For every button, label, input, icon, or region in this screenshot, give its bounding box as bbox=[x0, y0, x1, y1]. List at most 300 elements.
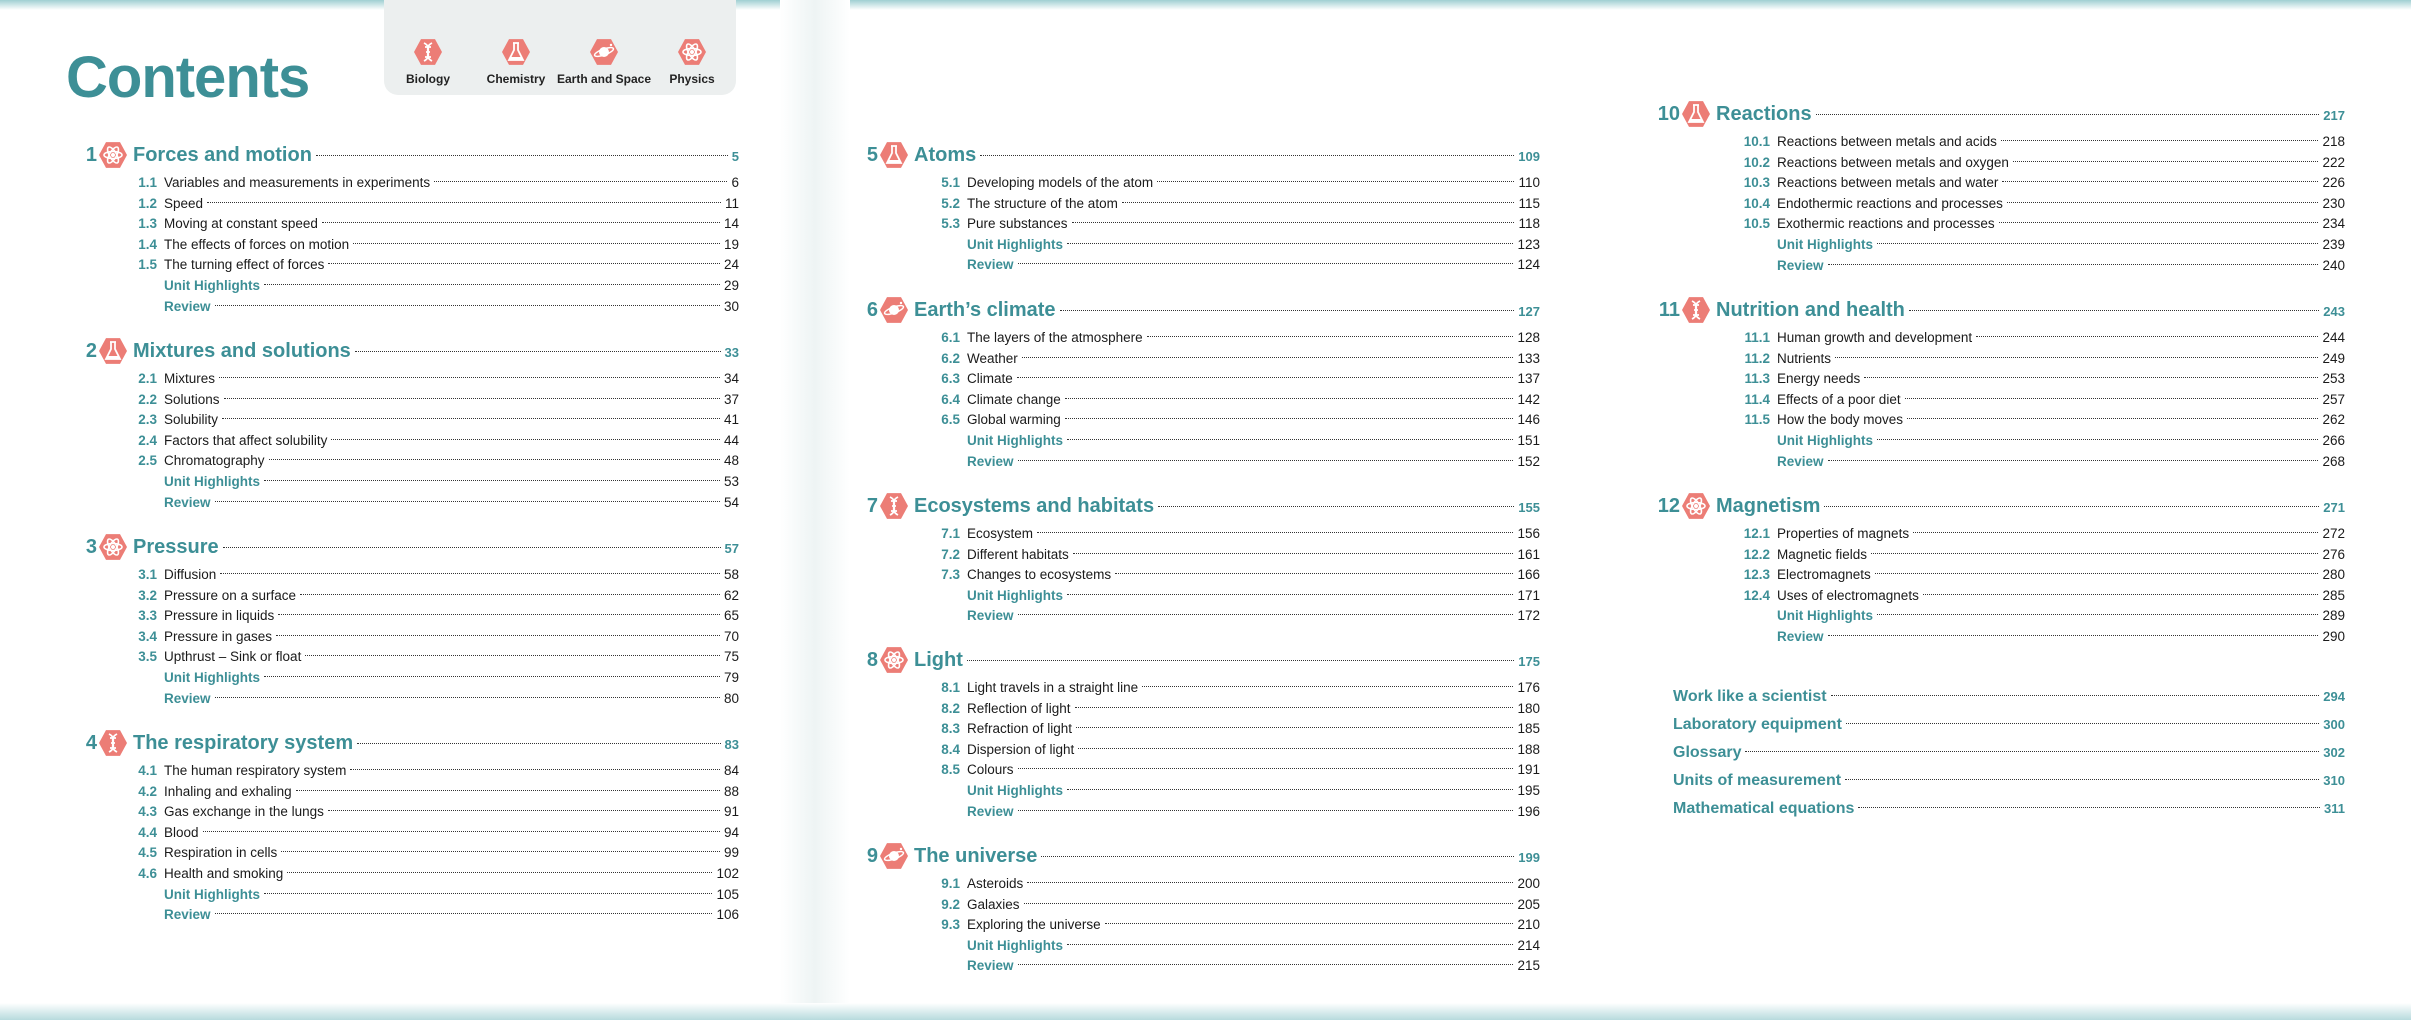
lesson-entry[interactable] bbox=[1743, 152, 2345, 173]
lesson-title: Reflection of light bbox=[967, 700, 1071, 716]
review-entry[interactable] bbox=[967, 955, 1540, 976]
lesson-entry[interactable] bbox=[941, 698, 1540, 719]
lesson-title: The effects of forces on motion bbox=[164, 236, 350, 252]
lesson-number: 2.3 bbox=[138, 412, 157, 428]
lesson-page-number: 88 bbox=[723, 783, 739, 799]
dot-leader bbox=[1073, 553, 1514, 554]
lesson-title: Human growth and development bbox=[1777, 330, 1973, 345]
lesson-page-number: 54 bbox=[723, 494, 739, 510]
lesson-number: 10.3 bbox=[1743, 175, 1770, 191]
dot-leader bbox=[1067, 243, 1513, 244]
lesson-number: 1.2 bbox=[138, 195, 157, 211]
backmatter-entry[interactable] bbox=[1673, 796, 2345, 822]
backmatter-title: Work like a scientist bbox=[1673, 688, 1827, 705]
lesson-entry[interactable] bbox=[1743, 544, 2345, 565]
review-entry[interactable] bbox=[1777, 626, 2345, 647]
lesson-entry[interactable] bbox=[941, 409, 1540, 430]
lesson-number: 9.3 bbox=[941, 917, 960, 933]
lesson-title: Unit Highlights bbox=[967, 587, 1063, 603]
lesson-title: Solubility bbox=[164, 412, 219, 428]
unit-number: 2 bbox=[85, 340, 97, 362]
lesson-page-number: 180 bbox=[1517, 700, 1540, 716]
page-title: Contents bbox=[66, 45, 310, 110]
dot-leader bbox=[222, 418, 720, 419]
lesson-entry[interactable] bbox=[138, 822, 739, 843]
lesson-entry[interactable] bbox=[138, 409, 739, 430]
lesson-page-number: 239 bbox=[2322, 237, 2345, 252]
lesson-number: 3.2 bbox=[138, 587, 157, 603]
review-entry[interactable] bbox=[164, 904, 739, 925]
dot-leader bbox=[1067, 594, 1513, 595]
lesson-entry[interactable] bbox=[138, 605, 739, 626]
lesson-number: 12.1 bbox=[1743, 526, 1770, 541]
lesson-entry[interactable] bbox=[941, 759, 1540, 780]
lesson-entry[interactable] bbox=[941, 193, 1540, 214]
dot-leader bbox=[287, 872, 712, 873]
atom-icon bbox=[880, 646, 908, 674]
lesson-entry[interactable] bbox=[138, 254, 739, 275]
dot-leader bbox=[1871, 553, 2318, 554]
lesson-entry[interactable] bbox=[138, 389, 739, 410]
lesson-page-number: 244 bbox=[2322, 330, 2345, 345]
unit-page-number: 109 bbox=[1518, 149, 1540, 164]
lesson-number: 6.4 bbox=[941, 391, 960, 407]
lesson-title: Pure substances bbox=[967, 216, 1068, 232]
lesson-page-number: 102 bbox=[716, 866, 739, 881]
lesson-page-number: 272 bbox=[2322, 526, 2345, 541]
unit-highlights-entry[interactable] bbox=[967, 430, 1540, 451]
lesson-title: Mixtures bbox=[164, 371, 216, 386]
lesson-entry[interactable] bbox=[1743, 131, 2345, 152]
dot-leader bbox=[1858, 807, 2320, 808]
lesson-number: 11.2 bbox=[1744, 350, 1770, 366]
dot-leader bbox=[203, 831, 720, 832]
backmatter-entry[interactable] bbox=[1673, 740, 2345, 766]
lesson-number: 2.1 bbox=[138, 371, 157, 386]
backmatter-title: Mathematical equations bbox=[1673, 800, 1855, 817]
lesson-page-number: 257 bbox=[2322, 391, 2345, 407]
unit-number: 8 bbox=[866, 649, 878, 671]
dot-leader bbox=[2002, 181, 2318, 182]
lesson-page-number: 218 bbox=[2322, 134, 2345, 149]
lesson-page-number: 176 bbox=[1517, 680, 1540, 695]
unit-title: Pressure bbox=[133, 536, 219, 558]
lesson-title: Factors that affect solubility bbox=[164, 432, 328, 448]
lesson-entry[interactable] bbox=[941, 172, 1540, 193]
dot-leader bbox=[1142, 686, 1513, 687]
lesson-entry[interactable] bbox=[941, 348, 1540, 369]
lesson-entry[interactable] bbox=[1743, 585, 2345, 606]
lesson-page-number: 205 bbox=[1517, 896, 1540, 912]
lesson-title: Different habitats bbox=[967, 546, 1069, 562]
lesson-entry[interactable] bbox=[941, 677, 1540, 698]
dna-icon bbox=[1682, 296, 1710, 324]
unit-page-number: 217 bbox=[2323, 108, 2345, 123]
dot-leader bbox=[355, 351, 721, 352]
unit-number: 10 bbox=[1657, 103, 1680, 125]
lesson-number: 11.5 bbox=[1744, 412, 1770, 428]
lesson-title: Unit Highlights bbox=[967, 236, 1063, 252]
lesson-title: Review bbox=[164, 298, 211, 314]
backmatter-entry[interactable] bbox=[1673, 712, 2345, 738]
lesson-number: 4.1 bbox=[138, 763, 157, 778]
dot-leader bbox=[1067, 789, 1513, 790]
dot-leader bbox=[264, 893, 712, 894]
backmatter-entry[interactable] bbox=[1673, 768, 2345, 794]
backmatter-title: Units of measurement bbox=[1673, 772, 1842, 789]
dot-leader bbox=[967, 660, 1514, 661]
lesson-title: Electromagnets bbox=[1777, 567, 1871, 583]
lesson-title: Asteroids bbox=[967, 876, 1024, 891]
dot-leader bbox=[1157, 181, 1514, 182]
bottom-band bbox=[0, 1003, 2411, 1020]
lesson-page-number: 105 bbox=[716, 886, 739, 902]
lesson-title: Unit Highlights bbox=[1777, 608, 1873, 624]
lesson-page-number: 253 bbox=[2322, 371, 2345, 387]
lesson-entry[interactable] bbox=[138, 450, 739, 471]
lesson-title: Unit Highlights bbox=[164, 886, 260, 902]
lesson-page-number: 11 bbox=[724, 195, 739, 211]
lesson-title: How the body moves bbox=[1777, 412, 1904, 428]
flask-icon bbox=[99, 337, 127, 365]
unit-highlights-entry[interactable] bbox=[967, 935, 1540, 956]
lesson-page-number: 285 bbox=[2322, 587, 2345, 603]
dot-leader bbox=[1828, 460, 2319, 461]
lesson-entry[interactable] bbox=[138, 760, 739, 781]
lesson-page-number: 172 bbox=[1517, 608, 1540, 624]
lesson-entry[interactable] bbox=[941, 914, 1540, 935]
dot-leader bbox=[1845, 779, 2319, 780]
dot-leader bbox=[1105, 923, 1514, 924]
lesson-entry[interactable] bbox=[138, 430, 739, 451]
dot-leader bbox=[1831, 695, 2320, 696]
lesson-number: 4.2 bbox=[138, 783, 157, 799]
lesson-number: 6.5 bbox=[941, 412, 960, 428]
lesson-title: Review bbox=[164, 907, 211, 923]
lesson-page-number: 185 bbox=[1517, 721, 1540, 737]
backmatter-entry[interactable] bbox=[1673, 684, 2345, 710]
lesson-entry[interactable] bbox=[138, 213, 739, 234]
lesson-title: Chromatography bbox=[164, 453, 265, 469]
lesson-entry[interactable] bbox=[1743, 213, 2345, 234]
unit-number: 12 bbox=[1657, 495, 1680, 517]
lesson-page-number: 41 bbox=[723, 412, 739, 428]
legend-label: Biology bbox=[406, 72, 450, 86]
flask-icon bbox=[1682, 100, 1710, 128]
lesson-page-number: 156 bbox=[1517, 526, 1540, 541]
lesson-entry[interactable] bbox=[941, 368, 1540, 389]
lesson-entry[interactable] bbox=[138, 368, 739, 389]
lesson-page-number: 123 bbox=[1517, 236, 1540, 252]
lesson-title: Weather bbox=[967, 350, 1018, 366]
lesson-entry[interactable] bbox=[138, 564, 739, 585]
dot-leader bbox=[350, 769, 720, 770]
dot-leader bbox=[269, 459, 720, 460]
lesson-entry[interactable] bbox=[138, 801, 739, 822]
dot-leader bbox=[224, 398, 720, 399]
lesson-page-number: 137 bbox=[1517, 371, 1540, 387]
lesson-title: Exploring the universe bbox=[967, 917, 1101, 933]
lesson-title: Unit Highlights bbox=[967, 937, 1063, 953]
backmatter-page-number: 300 bbox=[2323, 717, 2345, 732]
backmatter-page-number: 294 bbox=[2323, 689, 2345, 704]
lesson-page-number: 53 bbox=[723, 474, 739, 489]
dot-leader bbox=[219, 377, 720, 378]
lesson-page-number: 75 bbox=[723, 649, 739, 665]
lesson-title: Reactions between metals and water bbox=[1777, 175, 1999, 191]
lesson-number: 10.4 bbox=[1743, 195, 1770, 211]
unit-highlights-entry[interactable] bbox=[967, 585, 1540, 606]
dot-leader bbox=[1864, 377, 2318, 378]
legend-physics bbox=[649, 38, 735, 86]
dot-leader bbox=[2013, 161, 2319, 162]
backmatter-page-number: 311 bbox=[2324, 801, 2345, 816]
dot-leader bbox=[1067, 944, 1513, 945]
lesson-number: 4.6 bbox=[138, 866, 157, 881]
legend-biology bbox=[385, 38, 471, 86]
lesson-entry[interactable] bbox=[941, 873, 1540, 894]
lesson-entry[interactable] bbox=[941, 564, 1540, 585]
lesson-page-number: 30 bbox=[723, 298, 739, 314]
lesson-number: 7.3 bbox=[941, 567, 960, 583]
lesson-title: The turning effect of forces bbox=[164, 257, 325, 273]
lesson-entry[interactable] bbox=[1744, 327, 2345, 348]
lesson-page-number: 118 bbox=[1518, 216, 1540, 232]
lesson-number: 7.1 bbox=[941, 526, 960, 541]
unit-highlights-entry[interactable] bbox=[164, 471, 739, 492]
dot-leader bbox=[215, 913, 713, 914]
lesson-entry[interactable] bbox=[941, 739, 1540, 760]
unit-number: 6 bbox=[866, 299, 878, 321]
lesson-page-number: 276 bbox=[2322, 546, 2345, 562]
dot-leader bbox=[1078, 748, 1513, 749]
dot-leader bbox=[1976, 336, 2318, 337]
dot-leader bbox=[207, 202, 721, 203]
unit-title: Earth’s climate bbox=[914, 299, 1056, 321]
review-entry[interactable] bbox=[967, 254, 1540, 275]
lesson-title: Speed bbox=[164, 195, 204, 211]
lesson-page-number: 99 bbox=[723, 845, 739, 861]
unit-title: Nutrition and health bbox=[1716, 299, 1905, 321]
unit-number: 3 bbox=[85, 536, 97, 558]
dot-leader bbox=[1018, 810, 1514, 811]
dot-leader bbox=[1877, 243, 2318, 244]
lesson-title: Pressure in gases bbox=[164, 628, 273, 644]
legend-chemistry bbox=[473, 38, 559, 86]
lesson-page-number: 110 bbox=[1518, 175, 1540, 190]
dot-leader bbox=[1018, 460, 1514, 461]
dot-leader bbox=[1877, 439, 2318, 440]
lesson-number: 10.1 bbox=[1743, 134, 1770, 149]
lesson-entry[interactable] bbox=[941, 213, 1540, 234]
dot-leader bbox=[1041, 856, 1514, 857]
backmatter-title: Glossary bbox=[1673, 744, 1742, 761]
lesson-entry[interactable] bbox=[941, 544, 1540, 565]
lesson-page-number: 222 bbox=[2322, 154, 2345, 170]
lesson-title: The structure of the atom bbox=[967, 195, 1118, 211]
unit-highlights-entry[interactable] bbox=[1777, 430, 2345, 451]
planet-icon bbox=[590, 38, 618, 66]
dot-leader bbox=[980, 155, 1514, 156]
lesson-entry[interactable] bbox=[1743, 564, 2345, 585]
unit-title: Atoms bbox=[914, 144, 977, 166]
lesson-entry[interactable] bbox=[1743, 523, 2345, 544]
lesson-page-number: 124 bbox=[1517, 257, 1540, 273]
lesson-entry[interactable] bbox=[138, 234, 739, 255]
dot-leader bbox=[264, 480, 720, 481]
dot-leader bbox=[328, 263, 720, 264]
lesson-title: Unit Highlights bbox=[164, 474, 260, 489]
lesson-title: Effects of a poor diet bbox=[1777, 391, 1901, 407]
unit-highlights-entry[interactable] bbox=[164, 884, 739, 905]
lesson-page-number: 48 bbox=[723, 453, 739, 469]
unit-page-number: 199 bbox=[1518, 850, 1540, 865]
lesson-page-number: 128 bbox=[1517, 330, 1540, 345]
unit-title: Reactions bbox=[1716, 103, 1812, 125]
lesson-entry[interactable] bbox=[941, 718, 1540, 739]
lesson-title: Light travels in a straight line bbox=[967, 680, 1139, 695]
lesson-entry[interactable] bbox=[941, 389, 1540, 410]
legend-label: Physics bbox=[669, 72, 715, 86]
lesson-page-number: 37 bbox=[723, 391, 739, 407]
dot-leader bbox=[1065, 398, 1514, 399]
dot-leader bbox=[1122, 202, 1515, 203]
lesson-number: 1.3 bbox=[138, 216, 157, 232]
lesson-page-number: 166 bbox=[1517, 567, 1540, 583]
lesson-title: Diffusion bbox=[164, 567, 217, 582]
review-entry[interactable] bbox=[1777, 255, 2345, 276]
dot-leader bbox=[1909, 310, 2319, 311]
dot-leader bbox=[322, 222, 720, 223]
lesson-number: 7.2 bbox=[941, 546, 960, 562]
lesson-page-number: 80 bbox=[723, 690, 739, 706]
dot-leader bbox=[1913, 532, 2318, 533]
lesson-number: 9.2 bbox=[941, 896, 960, 912]
review-entry[interactable] bbox=[967, 605, 1540, 626]
unit-heading[interactable] bbox=[0, 645, 2411, 675]
lesson-entry[interactable] bbox=[138, 172, 739, 193]
lesson-page-number: 266 bbox=[2322, 433, 2345, 448]
review-entry[interactable] bbox=[967, 451, 1540, 472]
lesson-page-number: 191 bbox=[1517, 762, 1540, 778]
unit-highlights-entry[interactable] bbox=[967, 234, 1540, 255]
backmatter-page-number: 310 bbox=[2323, 773, 2345, 788]
legend-label: Chemistry bbox=[486, 72, 546, 86]
lesson-title: Upthrust – Sink or float bbox=[164, 649, 302, 665]
lesson-title: Variables and measurements in experiments bbox=[164, 175, 431, 190]
unit-heading[interactable] bbox=[0, 491, 2411, 521]
lesson-entry[interactable] bbox=[941, 523, 1540, 544]
lesson-page-number: 215 bbox=[1517, 958, 1540, 974]
lesson-title: Review bbox=[1777, 453, 1824, 469]
lesson-number: 12.4 bbox=[1743, 587, 1770, 603]
lesson-entry[interactable] bbox=[941, 894, 1540, 915]
unit-title: Magnetism bbox=[1716, 495, 1821, 517]
unit-title: Ecosystems and habitats bbox=[914, 495, 1155, 517]
unit-heading[interactable] bbox=[0, 295, 2411, 325]
dot-leader bbox=[1022, 357, 1514, 358]
lesson-title: Ecosystem bbox=[967, 526, 1034, 541]
lesson-entry[interactable] bbox=[138, 193, 739, 214]
lesson-number: 10.5 bbox=[1743, 216, 1770, 232]
lesson-entry[interactable] bbox=[1744, 348, 2345, 369]
unit-page-number: 83 bbox=[724, 737, 739, 752]
unit-highlights-entry[interactable] bbox=[1777, 234, 2345, 255]
lesson-title: Review bbox=[967, 608, 1014, 624]
lesson-entry[interactable] bbox=[138, 781, 739, 802]
dot-leader bbox=[1017, 377, 1514, 378]
lesson-entry[interactable] bbox=[941, 327, 1540, 348]
unit-number: 11 bbox=[1658, 299, 1680, 321]
lesson-title: Review bbox=[967, 453, 1014, 469]
lesson-number: 2.4 bbox=[138, 432, 157, 448]
dot-leader bbox=[1816, 114, 2320, 115]
lesson-page-number: 115 bbox=[1518, 195, 1540, 211]
lesson-number: 6.3 bbox=[941, 371, 960, 387]
dot-leader bbox=[1075, 707, 1514, 708]
lesson-number: 8.1 bbox=[941, 680, 960, 695]
lesson-page-number: 44 bbox=[723, 432, 739, 448]
dna-icon bbox=[414, 38, 442, 66]
review-entry[interactable] bbox=[1777, 451, 2345, 472]
dot-leader bbox=[1923, 594, 2319, 595]
lesson-title: Nutrients bbox=[1777, 350, 1832, 366]
lesson-page-number: 161 bbox=[1517, 546, 1540, 562]
lesson-title: Health and smoking bbox=[164, 866, 284, 881]
unit-heading[interactable] bbox=[0, 99, 2411, 129]
lesson-entry[interactable] bbox=[138, 585, 739, 606]
lesson-title: Pressure in liquids bbox=[164, 608, 275, 624]
unit-title: Light bbox=[914, 649, 963, 671]
review-entry[interactable] bbox=[967, 801, 1540, 822]
lesson-entry[interactable] bbox=[1743, 193, 2345, 214]
unit-title: Forces and motion bbox=[133, 144, 312, 166]
lesson-page-number: 24 bbox=[723, 257, 739, 273]
lesson-title: Developing models of the atom bbox=[967, 175, 1154, 190]
lesson-page-number: 210 bbox=[1517, 917, 1540, 933]
lesson-entry[interactable] bbox=[1743, 172, 2345, 193]
unit-highlights-entry[interactable] bbox=[1777, 605, 2345, 626]
unit-highlights-entry[interactable] bbox=[164, 275, 739, 296]
lesson-number: 1.4 bbox=[138, 236, 157, 252]
lesson-entry[interactable] bbox=[1744, 389, 2345, 410]
lesson-entry[interactable] bbox=[1744, 409, 2345, 430]
lesson-entry[interactable] bbox=[138, 626, 739, 647]
unit-highlights-entry[interactable] bbox=[967, 780, 1540, 801]
lesson-title: Galaxies bbox=[967, 896, 1020, 912]
review-entry[interactable] bbox=[164, 688, 739, 709]
dot-leader bbox=[300, 594, 720, 595]
unit-number: 1 bbox=[85, 144, 97, 166]
unit-heading[interactable] bbox=[0, 841, 2411, 871]
lesson-page-number: 29 bbox=[723, 278, 739, 293]
lesson-number: 5.1 bbox=[941, 175, 960, 190]
lesson-page-number: 230 bbox=[2322, 195, 2345, 211]
lesson-entry[interactable] bbox=[1744, 368, 2345, 389]
backmatter-title: Laboratory equipment bbox=[1673, 716, 1842, 733]
atom-icon bbox=[678, 38, 706, 66]
unit-number: 7 bbox=[866, 495, 878, 517]
lesson-page-number: 171 bbox=[1517, 587, 1540, 603]
flask-icon bbox=[502, 38, 530, 66]
dot-leader bbox=[1065, 418, 1514, 419]
lesson-title: Dispersion of light bbox=[967, 741, 1075, 757]
legend-earth-and-space bbox=[556, 38, 652, 86]
lesson-page-number: 151 bbox=[1517, 433, 1540, 448]
lesson-title: Solutions bbox=[164, 391, 220, 407]
unit-page-number: 155 bbox=[1518, 500, 1540, 515]
lesson-title: Unit Highlights bbox=[164, 278, 260, 293]
